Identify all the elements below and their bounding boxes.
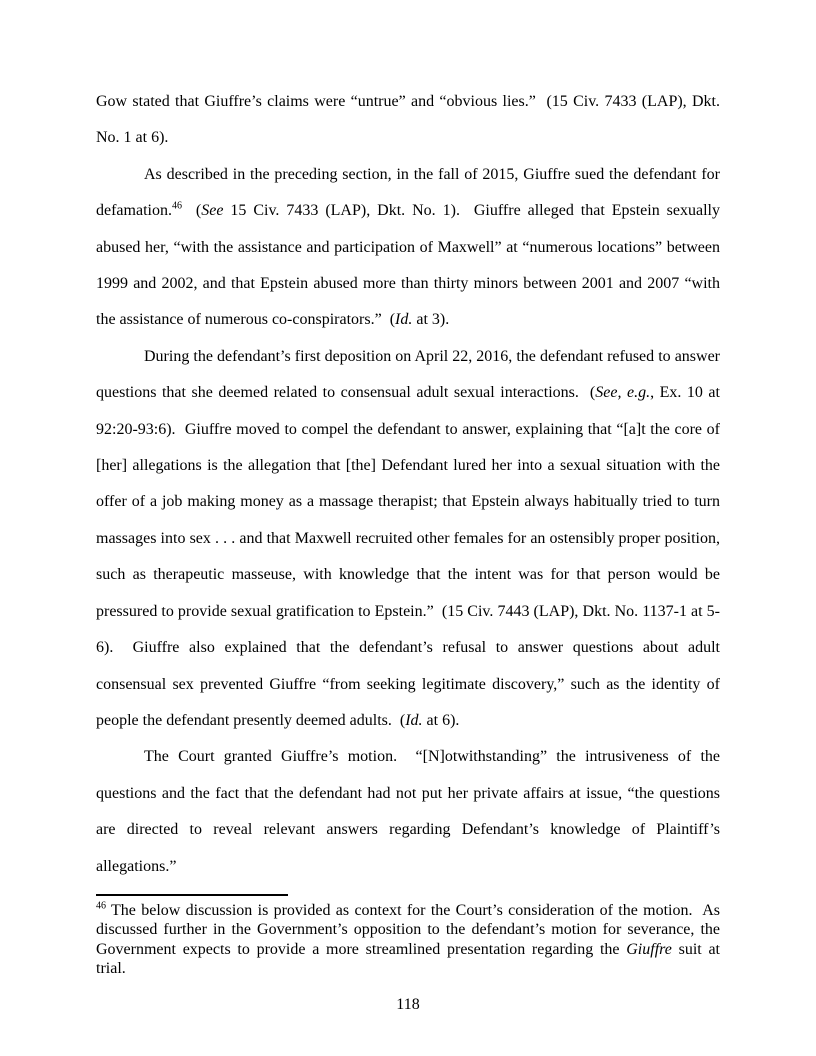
body-text	[96, 84, 720, 885]
footnote-text: $^{46}$ The below discussion is provided as context for the Court’s consideration of the motion. As discussed further in the Government’s opposition to the defendant’s motion for severance, the Government expects to provide a more streamlined presentation regarding the Giuffre suit at trial.	[96, 900, 720, 978]
page-number: 118	[396, 996, 420, 1013]
paragraph: During the defendant’s first deposition on April 22, 2016, the defendant refused to answer questions that she deemed related to consensual adult sexual interactions. (See, e.g., Ex. 10 at 92:20-93:6). Giuffre moved to compel the defendant to answer, explaining that “[a]t the core of [her] allegations is the allegation that [the] Defendant lured her into a sexual situation with the offer of a job making money as a massage therapist; that Epstein always habitually tried to turn massages into sex . . . and that Maxwell recruited other females for an ostensibly proper position, such as therapeutic masseuse, with knowledge that the intent was for that person would be pressured to provide sexual gratification to Epstein.” (15 Civ. 7443 (LAP), Dkt. No. 1137-1 at 5-6). Giuffre also explained that the defendant’s refusal to answer questions about adult consensual sex prevented Giuffre “from seeking legitimate discovery,” such as the identity of people the defendant presently deemed adults. (Id. at 6).	[96, 347, 720, 729]
paragraph-continuation: Gow stated that Giuffre’s claims were “untrue” and “obvious lies.” (15 Civ. 7433 (LAP), Dkt. No. 1 at 6).	[96, 93, 720, 147]
paragraph: As described in the preceding section, in the fall of 2015, Giuffre sued the defendant for defamation.$^{46}$ (See 15 Civ. 7433 (LAP), Dkt. No. 1). Giuffre alleged that Epstein sexually abused her, “with the assistance and participation of Maxwell” at “numerous locations” between 1999 and 2002, and that Epstein abused more than thirty minors between 2001 and 2007 “with the assistance of numerous co-conspirators.” (Id. at 3).	[96, 165, 721, 329]
paragraph: The Court granted Giuffre’s motion. “[N]otwithstanding” the intrusiveness of the questions and the fact that the defendant had not put her private affairs at issue, “the questions are directed to reveal relevant answers regarding Defendant’s knowledge of Plaintiff’s allegations.”	[96, 748, 720, 875]
footnote-section	[96, 894, 720, 979]
footnote-separator-rule	[96, 894, 288, 896]
